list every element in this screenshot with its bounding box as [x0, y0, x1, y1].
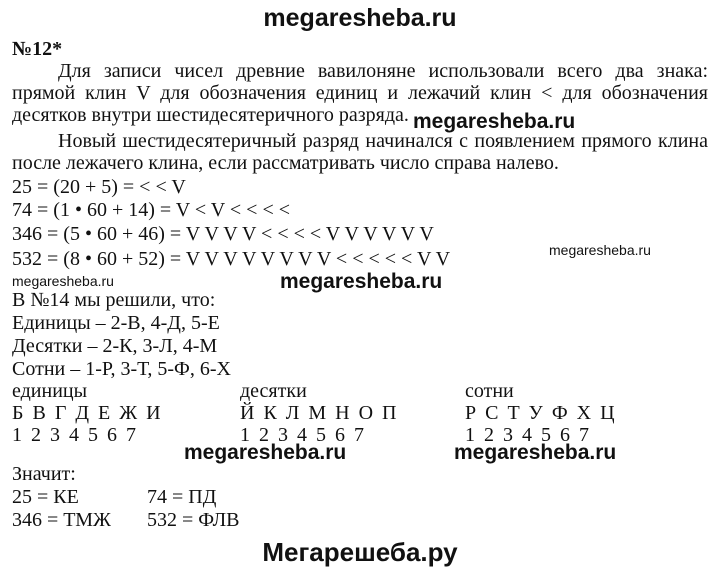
column-header: единицы: [12, 380, 88, 402]
paragraph-2: Новый шестидесятеричный разряд начинался с появлением прямого клина после лежачего клина, если рассматривать число справа налево.: [12, 130, 708, 174]
result-532: 532 = ФЛВ: [147, 509, 240, 531]
equation-25: 25 = (20 + 5) = < < V: [12, 176, 186, 198]
column-tens: [240, 380, 398, 446]
column-letters: Й К Л М Н О П: [240, 402, 399, 424]
reference-tens: Десятки – 2-К, 3-Л, 4-М: [12, 335, 218, 357]
site-watermark-top: megaresheba.ru: [263, 4, 457, 32]
column-hundreds: [465, 380, 617, 446]
site-footer-title: Мегарешеба.ру: [262, 537, 458, 567]
paragraph-1: Для записи чисел древние вавилоняне использовали всего два знака: прямой клин V для обозначения единиц и лежачий клин < для обозначения десятков внутри шестидесятеричного разряда.: [12, 60, 708, 126]
conclusion-label: Значит:: [12, 463, 76, 485]
result-346: 346 = ТМЖ: [12, 509, 111, 531]
equation-346: 346 = (5 • 60 + 46) = V V V V < < < < V V V V V V: [12, 223, 434, 245]
reference-hundreds: Сотни – 1-Р, 3-Т, 5-Ф, 6-Х: [12, 358, 231, 380]
equation-74: 74 = (1 • 60 + 14) = V < V < < < <: [12, 199, 290, 221]
column-header: десятки: [240, 380, 307, 402]
site-watermark-bottom-right: megaresheba.ru: [454, 441, 617, 464]
column-units: [12, 380, 163, 446]
column-digits: 1 2 3 4 5 6 7: [465, 424, 591, 446]
site-watermark-bottom-left: megaresheba.ru: [184, 441, 347, 464]
column-digits: 1 2 3 4 5 6 7: [12, 424, 138, 446]
column-letters: Р С Т У Ф Х Ц: [465, 402, 617, 424]
column-digits: 1 2 3 4 5 6 7: [240, 424, 366, 446]
site-watermark-mid-2: megaresheba.ru: [280, 270, 443, 293]
site-watermark-mid: megaresheba.ru: [413, 110, 576, 133]
column-letters: Б В Г Д Е Ж И: [12, 402, 163, 424]
task-number: №12*: [12, 38, 63, 60]
reference-units: Единицы – 2-В, 4-Д, 5-Е: [12, 312, 220, 334]
result-74: 74 = ПД: [147, 486, 217, 508]
equation-532: 532 = (8 • 60 + 52) = V V V V V V V V < < < < < V V: [12, 248, 451, 270]
reference-intro: В №14 мы решили, что:: [12, 289, 216, 311]
site-watermark-small-left: megaresheba.ru: [12, 273, 114, 289]
site-watermark-small-right: megaresheba.ru: [549, 242, 651, 258]
column-header: сотни: [465, 380, 514, 402]
result-25: 25 = КЕ: [12, 486, 79, 508]
